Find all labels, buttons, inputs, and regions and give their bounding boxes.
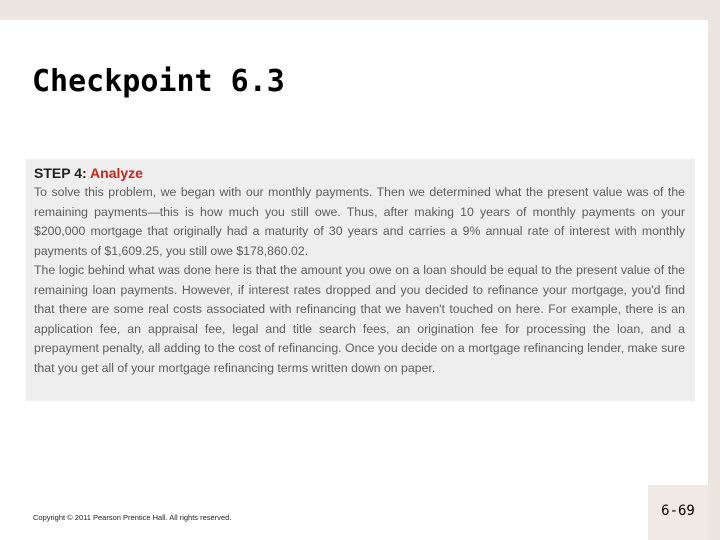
copyright-notice: Copyright © 2011 Pearson Prentice Hall. All rights reserved. [33,513,232,522]
body-paragraph-1: To solve this problem, we began with our monthly payments. Then we determined what the present value was of the remaining payments—this is how much you still owe. Thus, after making 10 years of monthly payments on your $200,000 mortgage that originally had a maturity of 30 years and carries a 9% annual rate of interest with monthly payments of $1,609.25, you still owe $178,860.02. [34,185,685,258]
step-title: Analyze [90,165,143,181]
step-label: STEP 4: [34,165,87,181]
body-paragraph-2: The logic behind what was done here is that the amount you owe on a loan should be equal to the present value of the remaining loan payments. However, if interest rates dropped and you decided to refinance your mortgage, you'd find that there are some real costs associated with refinancing that we haven't touched on here. For example, there is an application fee, an appraisal fee, legal and title search fees, an origination fee for processing the loan, and a prepayment penalty, all adding to the cost of refinancing. Once you decide on a mortgage refinancing lender, make sure that you get all of your mortgage refinancing terms written down on paper. [34,263,685,375]
page-number-box [648,485,708,540]
slide-title: Checkpoint 6.3 [32,64,285,99]
analyze-panel [26,159,695,401]
page-number: 6-69 [661,502,695,519]
slide [0,20,708,540]
step-heading [34,163,685,183]
